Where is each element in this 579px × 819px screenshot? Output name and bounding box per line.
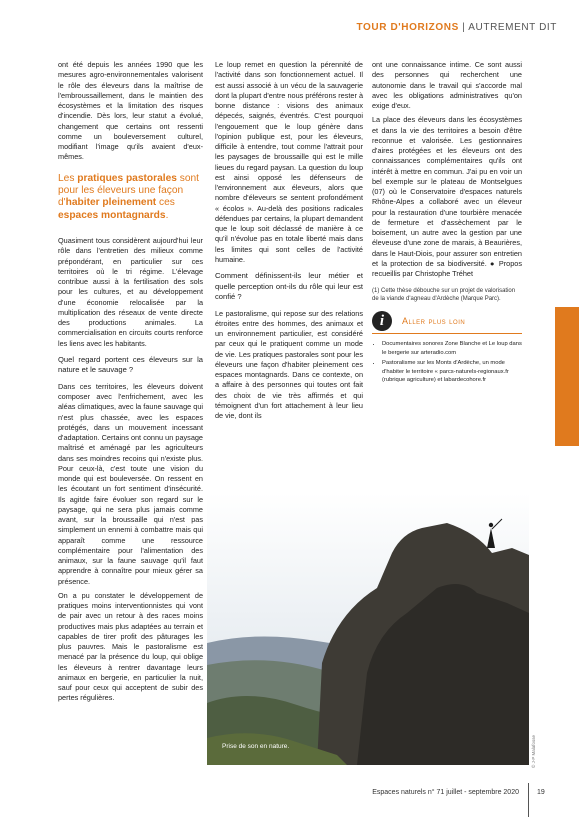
- running-header: [357, 22, 557, 33]
- pull-quote-text: Les: [58, 172, 78, 184]
- pull-quote-bold: espaces montagnards: [58, 209, 166, 221]
- text-column-1: [58, 60, 203, 708]
- text-column-3: [372, 60, 522, 387]
- pull-quote-text: sont pour les éleveurs une façon d': [58, 172, 200, 209]
- pull-quote-bold: habiter pleinement: [65, 197, 157, 209]
- paragraph: ont été depuis les années 1990 que les mesures agro-environnementales valorisent le rôle des éleveurs dans la maîtrise de l'embroussaillement, dans le maintien des écosystèmes et la limitation des risques d'incendie. Dès lors, leur statut a évolué, changement que certains ont ressenti comme un bouleversement culturel, modifiant l'image qu'ils avaient d'eux-mêmes.: [58, 60, 203, 162]
- text-column-2: [215, 60, 363, 425]
- question-heading: Comment définissent-ils leur métier et quelle perception ont-ils du rôle qui leur est confié ?: [215, 271, 363, 301]
- paragraph: Dans ces territoires, les éleveurs doivent composer avec l'enfrichement, avec les aléas climatiques, avec la faune sauvage qui n'est plus chassée, avec les espaces protégés, dans un mouvement incessant d'adaptation. Certains ont connu un paysage maîtrisé et aménagé par les agriculteurs dans ses moindres recoins qui n'existe plus. Pour ceux-là, c'est toute une vision du monde qui est bouleversée. On ressent en les écoutant un fort sentiment d'insécurité. Ils agitde faire évoluer son regard sur le paysage, qui ne sera plus jamais comme avant, sur la broussaille qui n'est pas simplement un ennemi à combattre mais qui apparaît comme une ressource complémentaire pour l'alimentation des animaux, sur la faune sauvage qu'il faut apprendre à connaître pour mieux gérer sa présence.: [58, 381, 203, 586]
- page-number: 19: [537, 789, 545, 796]
- pull-quote: [58, 173, 203, 223]
- pull-quote-text: .: [165, 209, 169, 221]
- subsection-title: AUTREMENT DIT: [468, 22, 557, 33]
- footnote: (1) Cette thèse débouche sur un projet de valorisation de la viande d'agneau d'Ardèche (Marque Parc).: [372, 288, 516, 303]
- further-reading-title: Aller plus loin: [402, 316, 466, 327]
- footer-divider: [528, 783, 529, 817]
- paragraph: La place des éleveurs dans les écosystèmes et dans la vie des territoires a besoin d'être reconnue et valorisée. Les gestionnaires d'aires protégées et les éleveurs ont des connaissances complémentaires qu'ils ont intérêt à mettre en commun. J'ai pu en voir un bel exemple sur le plateau de Montselgues (07) où le Conservatoire d'espaces naturels Rhône-Alpes a collaboré avec un éleveur pour la restauration d'une tourbière menacée de fermeture et d'assèchement par le boisement, un autre avec la gestion par une éleveuse d'une zone de marais, à Beaurières, dans le Haut-Diois, pour assurer son entretien et la protection de sa biodiversité. ● Propos recueillis par Christophe Tréhet: [372, 115, 522, 278]
- photo-credit: © J-P Malafosse: [531, 735, 536, 768]
- paragraph: Le loup remet en question la pérennité de l'activité dans son fonctionnement actuel. Il est aussi associé à un vécu de la sauvagerie dont la plupart d'entre nous préférons rester à bonne distance : visions des animaux dépecés, saignés, éventrés. C'est pourquoi l'engouement que le loup génère dans l'opinion publique est, pour les éleveurs, difficile à entendre, tout comme l'attrait pour les paysages de broussaille qui est le mille lieues du regard paysan. La question du loup est ainsi opposé les défenseurs de l'environnement aux éleveurs, alors que nombre d'éleveurs se sentent profondément « écolos ». Au-delà des positions radicales défendues par certains, la plupart demandent que le loup soit déclassé de manière à ce qu'il n'évolue pas en totale liberté mais dans les limites qui sont celles de l'activité humaine.: [215, 60, 363, 264]
- footer-publication: Espaces naturels n° 71 juillet - septembre 2020: [372, 789, 519, 796]
- photo-illustration: [207, 493, 529, 765]
- info-icon: i: [372, 311, 392, 331]
- further-reading-item[interactable]: • Pastoralisme sur les Monts d'Ardèche, un mode d'habiter le territoire « parcs-naturels-regionaux.fr (rubrique agriculture) et labardecohore.fr: [382, 359, 522, 385]
- photo-caption: Prise de son en nature.: [222, 743, 290, 750]
- section-title: TOUR D'HORIZONS: [356, 22, 459, 33]
- pull-quote-text: ces: [156, 197, 175, 209]
- landscape-photo: [207, 493, 529, 765]
- paragraph: Quasiment tous considèrent aujourd'hui leur rôle dans l'entretien des milieux comme prépondérant, en particulier sur ces territoires où le tri régime. L'élevage contribue aussi à la fertilisation des sols pour les cultures, et au développement d'une économie relocalisée par la multiplication des réseaux de vente directe des productions animales. La commercialisation en circuits courts renforce les liens avec les habitants.: [58, 236, 203, 348]
- paragraph: On a pu constater le développement de pratiques moins interventionnistes qui vont de pair avec un retour à des races moins productives mais plus adaptées au terrain et capables de tirer profit des pâturages les plus pauvres. Mais le pastoralisme est menacé par la présence du loup, qui oblige les éleveurs à rentrer davantage leurs animaux en bergerie, en particulier la nuit, sauf pour ceux qui acceptent de subir des pertes régulières.: [58, 590, 203, 703]
- header-separator: |: [462, 22, 466, 33]
- section-tab: [555, 307, 579, 446]
- paragraph: ont une connaissance intime. Ce sont aussi des personnes qui recherchent une autonomie dans le travail qui s'accorde mal avec les obligations administratives qu'on exige d'eux.: [372, 60, 522, 110]
- pull-quote-bold: pratiques pastorales: [77, 172, 177, 184]
- paragraph: Le pastoralisme, qui repose sur des relations étroites entre des hommes, des animaux et un environnement particulier, est considéré par ceux qui le pratiquent comme un mode de vie. Les pratiques pastorales sont pour les éleveurs une façon d'habiter pleinement ces espaces montagnards. Dans ce contexte, on a affaire à des personnes qui toutes ont fait des choix de vie très affirmés et qui témoignent d'un fort attachement à leur lieu de vie, dont ils: [215, 308, 363, 420]
- further-reading-item[interactable]: • Documentaires sonores Zone Blanche et Le loup dans le bergerie sur arteradio.com: [382, 340, 522, 357]
- question-heading: Quel regard portent ces éleveurs sur la nature et le sauvage ?: [58, 354, 203, 375]
- further-reading-box: [372, 311, 522, 385]
